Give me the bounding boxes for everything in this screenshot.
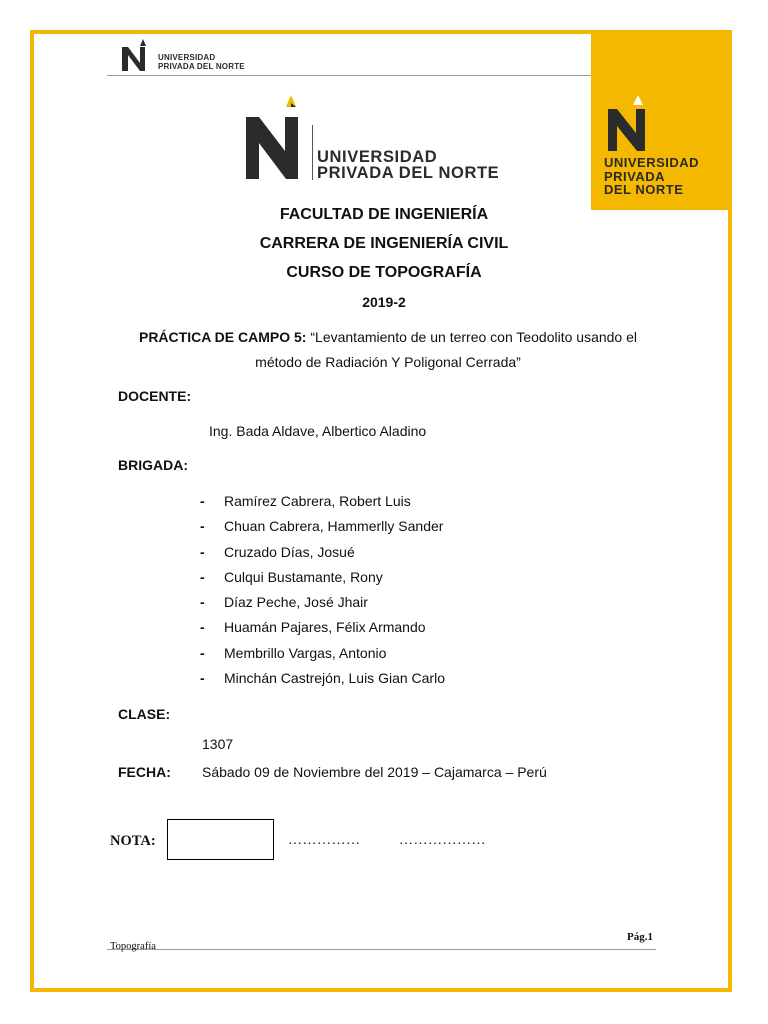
teacher-name: Ing. Bada Aldave, Albertico Aladino [209, 423, 427, 439]
logo-yellow-line1: UNIVERSIDAD [604, 155, 700, 170]
practice-text: “Levantamiento de un terreo con Teodolito usando el método de Radiación Y Poligonal Cerrada” [255, 329, 638, 370]
bullet-dash: - [200, 670, 205, 687]
list-item [200, 617, 445, 642]
member-name: Chuan Cabrera, Hammerlly Sander [224, 518, 444, 535]
semester-year: 2019-2 [362, 294, 406, 310]
logo-main-divider [312, 125, 313, 180]
footer-course: Topografía [110, 941, 156, 952]
list-item [200, 542, 445, 567]
member-name: Díaz Peche, José Jhair [224, 594, 368, 611]
date-value: Sábado 09 de Noviembre del 2019 – Cajamarca – Perú [202, 764, 547, 780]
brigade-members-list [200, 491, 445, 693]
grade-dots-1: …………… [288, 833, 361, 848]
bullet-dash: - [200, 493, 205, 509]
upn-logo-icon [116, 37, 156, 73]
logo-small-line2: PRIVADA DEL NORTE [158, 62, 245, 71]
logo-small-text [158, 53, 245, 71]
logo-small-line1: UNIVERSIDAD [158, 53, 216, 62]
brigade-label: BRIGADA: [118, 457, 188, 473]
list-item [200, 491, 445, 516]
member-name: Minchán Castrejón, Luis Gian Carlo [224, 670, 445, 687]
logo-yellow-line3: DEL NORTE [604, 182, 684, 197]
footer-divider [107, 949, 656, 950]
bullet-dash: - [200, 594, 205, 611]
logo-main-line2: PRIVADA DEL NORTE [317, 164, 500, 182]
career-title: CARRERA DE INGENIERÍA CIVIL [259, 235, 509, 252]
bullet-dash: - [200, 619, 205, 636]
member-name: Ramírez Cabrera, Robert Luis [224, 493, 411, 509]
member-name: Cruzado Días, Josué [224, 543, 355, 560]
logo-main-line1: UNIVERSIDAD [317, 148, 438, 166]
grade-box [167, 819, 274, 860]
bullet-dash: - [200, 543, 205, 560]
faculty-title: FACULTAD DE INGENIERÍA [279, 206, 489, 223]
grade-dots-2: ……………… [399, 833, 486, 848]
practice-label: PRÁCTICA DE CAMPO 5: [138, 329, 307, 345]
course-title: CURSO DE TOPOGRAFÍA [286, 264, 482, 281]
member-name: Membrillo Vargas, Antonio [224, 644, 387, 661]
list-item [200, 516, 445, 541]
member-name: Huamán Pajares, Félix Armando [224, 619, 426, 636]
bullet-dash: - [200, 518, 205, 535]
teacher-label: DOCENTE: [118, 388, 192, 404]
list-item [200, 668, 445, 693]
member-name: Culqui Bustamante, Rony [224, 568, 383, 585]
header-divider [107, 75, 591, 76]
class-label: CLASE: [118, 706, 171, 722]
bullet-dash: - [200, 568, 205, 585]
list-item [200, 643, 445, 668]
upn-logo-icon [602, 93, 664, 153]
grade-label: NOTA: [110, 833, 156, 849]
upn-logo-icon [243, 93, 313, 183]
class-value: 1307 [202, 736, 234, 752]
logo-main-text [317, 149, 499, 181]
list-item [200, 592, 445, 617]
page-number: Pág.1 [627, 931, 653, 943]
logo-yellow-line2: PRIVADA [604, 168, 666, 184]
list-item [200, 567, 445, 592]
bullet-dash: - [200, 644, 205, 661]
logo-yellow-text [604, 156, 699, 197]
date-label: FECHA: [118, 764, 171, 780]
practice-description [118, 325, 658, 375]
